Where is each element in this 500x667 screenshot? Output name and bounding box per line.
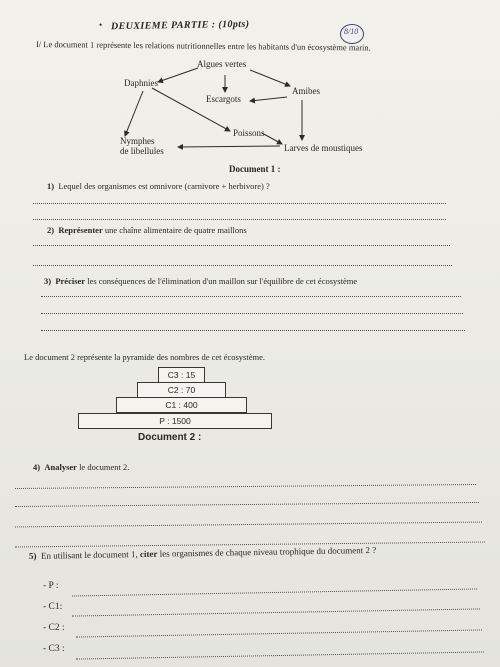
- document2-caption: Document 2 :: [138, 432, 202, 443]
- answer-line-p[interactable]: [72, 588, 477, 596]
- answer-label-c1: - C1:: [43, 602, 63, 612]
- answer-line[interactable]: [33, 245, 450, 246]
- q5-text-pre: En utilisant le document 1,: [40, 549, 138, 561]
- answer-line[interactable]: [33, 203, 446, 204]
- q5-text-post: les organismes de chaque niveau trophique du document 2 ?: [159, 544, 377, 559]
- answer-line[interactable]: [15, 522, 482, 528]
- q1-keyword: Lequel: [58, 181, 82, 191]
- pyramid-level-c1: C1 : 400: [116, 397, 247, 413]
- section-title: DEUXIEME PARTIE : (10pts): [110, 18, 250, 33]
- exercise-intro: I/ Le document 1 représente les relations nutritionnelles entre les habitants d'un écosystème marin.: [35, 39, 371, 53]
- organism-daphnies: Daphnies: [124, 78, 158, 88]
- document2-intro: Le document 2 représente la pyramide des nombres de cet écosystème.: [24, 352, 265, 362]
- organism-poissons: Poissons: [233, 128, 265, 138]
- answer-label-p: - P :: [43, 581, 59, 591]
- question-5: 5) En utilisant le document 1, citer les organismes de chaque niveau trophique du document 2 ?: [28, 544, 377, 561]
- question-1: 1) Lequel des organismes est omnivore (carnivore + herbivore) ?: [47, 181, 270, 191]
- answer-line-c3[interactable]: [76, 651, 484, 659]
- answer-line[interactable]: [41, 330, 465, 331]
- document1-caption: Document 1 :: [229, 164, 281, 174]
- pyramid-level-c3: C3 : 15: [158, 367, 205, 383]
- q4-text: le document 2.: [79, 462, 130, 472]
- q3-keyword: Préciser: [55, 276, 86, 286]
- pyramid-level-p: P : 1500: [78, 413, 272, 429]
- arrow-poissons-larves: [262, 133, 282, 144]
- q4-keyword: Analyser: [44, 462, 77, 472]
- arrow-algues-daphnies: [158, 68, 198, 82]
- arrow-larves-nymphes: [178, 146, 280, 147]
- bullet-icon: •: [99, 20, 103, 30]
- answer-label-c3: - C3 :: [43, 644, 65, 654]
- q5-keyword: citer: [139, 548, 158, 560]
- q1-text: des organismes est omnivore (carnivore + herbivore) ?: [84, 181, 270, 191]
- organism-amibes: Amibes: [292, 86, 320, 96]
- answer-line[interactable]: [41, 313, 463, 314]
- arrow-amibes-escargots: [250, 97, 287, 101]
- score-mark: 8/10: [344, 27, 359, 36]
- answer-line[interactable]: [15, 502, 479, 507]
- organism-nymphes: Nymphes de libellules: [120, 136, 164, 156]
- question-2: 2) Représenter une chaîne alimentaire de quatre maillons: [47, 225, 247, 235]
- answer-line-c1[interactable]: [72, 608, 480, 616]
- answer-label-c2: - C2 :: [43, 623, 65, 633]
- food-web-arrows: [0, 0, 500, 170]
- answer-line-c2[interactable]: [76, 629, 482, 637]
- q3-text: les conséquences de l'élimination d'un maillon sur l'équilibre de cet écosystème: [87, 276, 358, 286]
- q2-keyword: Représenter: [58, 225, 103, 235]
- question-3: 3) Préciser les conséquences de l'élimination d'un maillon sur l'équilibre de cet écosystème: [44, 276, 358, 286]
- organism-algues-vertes: Algues vertes: [197, 59, 247, 69]
- q2-text: une chaîne alimentaire de quatre maillons: [104, 225, 247, 235]
- answer-line[interactable]: [33, 265, 452, 266]
- answer-line[interactable]: [33, 219, 446, 220]
- organism-escargots: Escargots: [206, 94, 241, 104]
- answer-line[interactable]: [41, 296, 461, 297]
- arrow-daphnies-nymphes: [125, 91, 143, 136]
- organism-larves: Larves de moustiques: [284, 143, 363, 153]
- question-4: 4) Analyser le document 2.: [33, 462, 130, 472]
- pyramid-level-c2: C2 : 70: [137, 382, 226, 398]
- answer-line[interactable]: [15, 484, 476, 489]
- arrow-algues-amibes: [250, 70, 290, 86]
